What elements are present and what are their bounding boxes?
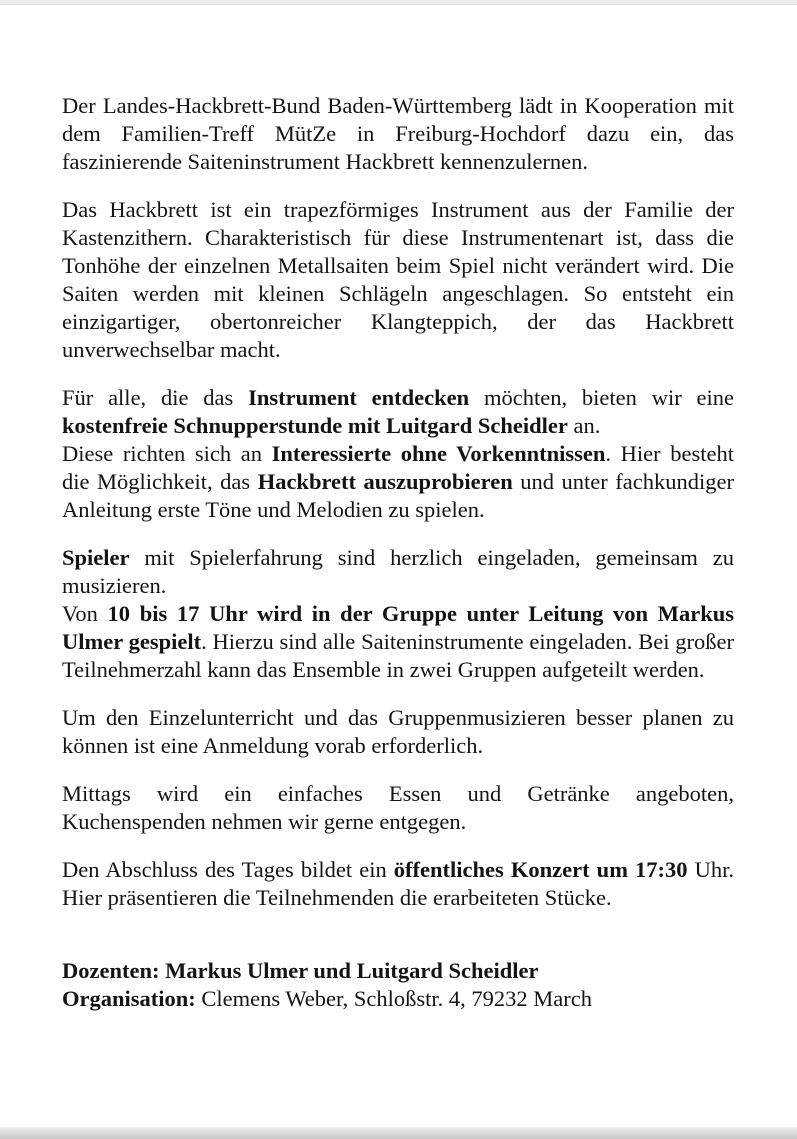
text-segment: Uhr. Hier präsentieren die Teilnehmenden die erarbeiteten Stücke. xyxy=(62,857,735,910)
bold-text-segment: Organisation: xyxy=(62,986,196,1011)
text-segment: möchten, bieten wir eine xyxy=(469,385,735,410)
intro-paragraph xyxy=(62,92,734,176)
bold-text-segment: Dozenten: Markus Ulmer und Luitgard Scheidler xyxy=(62,958,539,983)
offer-paragraph xyxy=(62,384,734,440)
schnupperstunde-offer-block xyxy=(62,384,734,524)
registration-block xyxy=(62,704,734,760)
players-paragraph xyxy=(62,544,734,600)
experienced-players-block xyxy=(62,544,734,684)
concert-paragraph xyxy=(62,856,734,912)
bottom-edge-strip xyxy=(0,1127,797,1139)
text-segment: Das Hackbrett ist ein trapezförmiges Instrument aus der Familie der Kastenzithern. Charakteristisch für diese Instrumentenart ist, dass die Tonhöhe der einzelnen Metallsaiten beim Spiel nicht verändert wird. Die Saiten werden mit kleinen Schlägeln angeschlagen. So entsteht ein einzigartiger, obertonreicher Klangteppich, der das Hackbrett unverwechselbar macht. xyxy=(62,197,734,362)
text-segment: . Hier besteht die Möglichkeit, das xyxy=(62,441,734,494)
concert-block xyxy=(62,856,734,912)
contact-footer-block xyxy=(62,957,734,1013)
bold-text-segment: Spieler xyxy=(62,545,130,570)
text-segment: Diese richten sich an xyxy=(62,441,272,466)
text-segment: Um den Einzelunterricht und das Gruppenmusizieren besser planen zu können ist eine Anmeldung vorab erforderlich. xyxy=(62,705,734,758)
bold-text-segment: Interessierte ohne Vorkenntnissen xyxy=(271,441,606,466)
catering-paragraph xyxy=(62,780,734,836)
catering-block xyxy=(62,780,734,836)
beginners-paragraph xyxy=(62,440,734,524)
bold-text-segment: Hackbrett auszuprobieren xyxy=(257,469,513,494)
bold-text-segment: Instrument entdecken xyxy=(248,385,470,410)
organisation-line xyxy=(62,985,734,1013)
registration-paragraph xyxy=(62,704,734,760)
text-segment: mit Spielerfahrung sind herzlich eingeladen, gemeinsam zu musizieren. xyxy=(62,545,734,598)
instrument-description-paragraph xyxy=(62,196,734,364)
group-schedule-paragraph xyxy=(62,600,734,684)
text-segment: Mittags wird ein einfaches Essen und Getränke angeboten, Kuchenspenden nehmen wir gerne entgegen. xyxy=(62,781,734,834)
bold-text-segment: 10 bis 17 Uhr wird in der Gruppe unter Leitung von Markus Ulmer gespielt xyxy=(62,601,735,654)
bold-text-segment: kostenfreie Schnupperstunde mit Luitgard Scheidler xyxy=(62,413,568,438)
document-content xyxy=(62,92,734,1033)
top-edge-strip xyxy=(0,0,797,5)
instrument-description-block xyxy=(62,196,734,364)
text-segment: Der Landes-Hackbrett-Bund Baden-Württemberg lädt in Kooperation mit dem Familien-Treff MütZe in Freiburg-Hochdorf dazu ein, das faszinierende Saiteninstrument Hackbrett kennenzulernen. xyxy=(62,93,734,174)
intro-paragraph-block xyxy=(62,92,734,176)
text-segment: Für alle, die das xyxy=(62,385,249,410)
text-segment: und unter fachkundiger Anleitung erste Töne und Melodien zu spielen. xyxy=(62,469,734,522)
text-segment: Clemens Weber, Schloßstr. 4, 79232 March xyxy=(195,986,592,1011)
text-segment: Den Abschluss des Tages bildet ein xyxy=(62,857,394,882)
lecturers-line xyxy=(62,957,734,985)
bold-text-segment: öffentliches Konzert um 17:30 xyxy=(393,857,688,882)
text-segment: . Hierzu sind alle Saiteninstrumente eingeladen. Bei großer Teilnehmerzahl kann das Ensemble in zwei Gruppen aufgeteilt werden. xyxy=(62,629,734,682)
text-segment: an. xyxy=(567,413,601,438)
text-segment: Von xyxy=(62,601,108,626)
